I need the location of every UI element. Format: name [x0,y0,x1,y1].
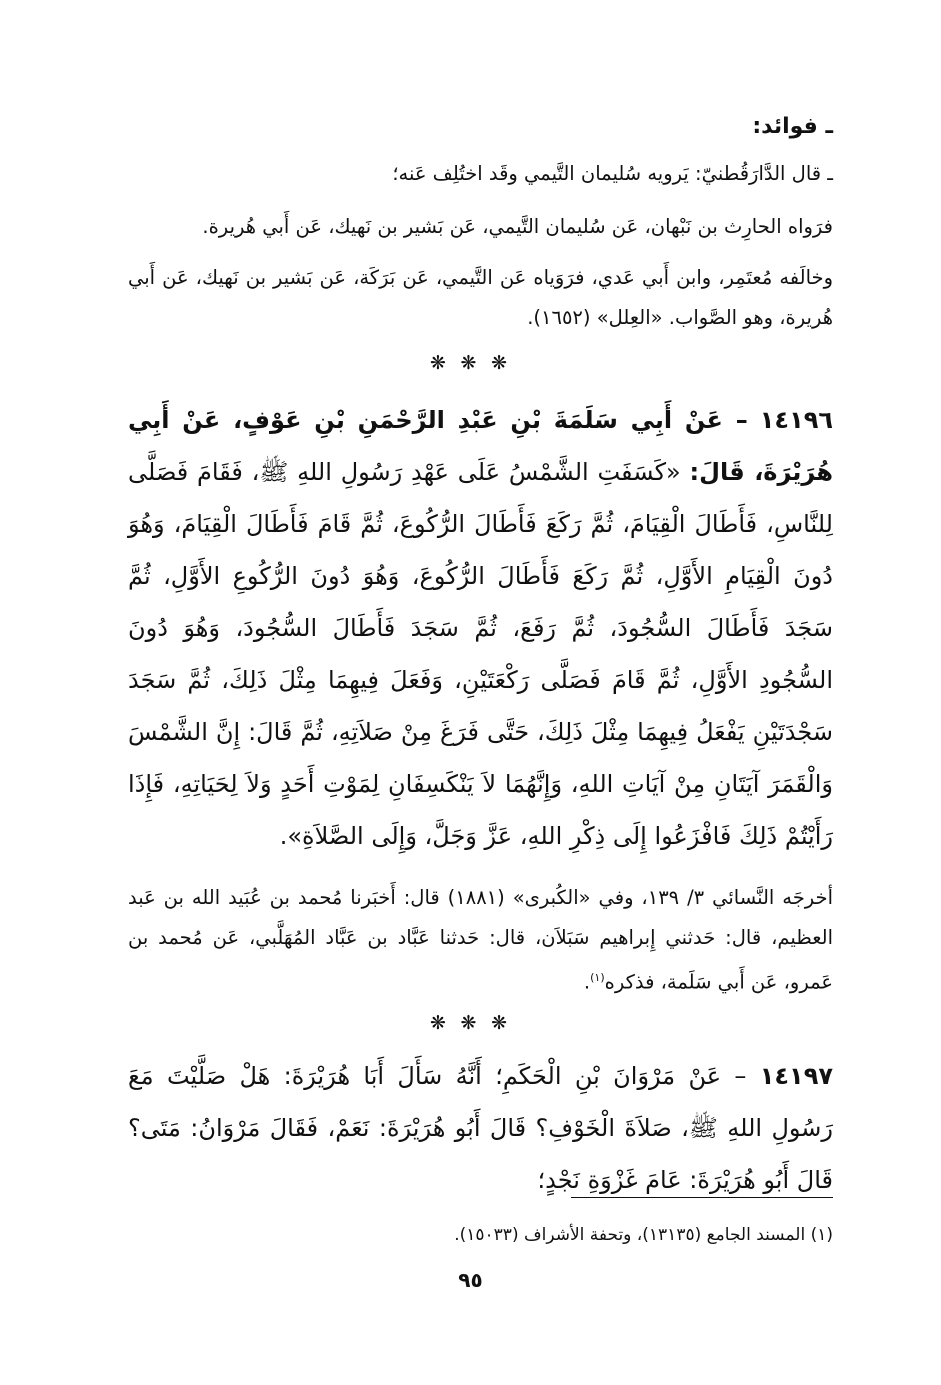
hadith-isnad: – عَنْ أَبِي سَلَمَةَ بْنِ عَبْدِ الرَّحْمَنِ بْنِ عَوْفٍ، عَنْ أَبِي هُرَيْرَةَ، قَالَ: [128,406,833,486]
footnote: (١) المسند الجامع (١٣١٣٥)، وتحفة الأشراف (١٥٠٣٣). [454,1225,833,1245]
page-number: ٩٥ [458,1268,483,1292]
takhrij-text: أخرجَه النَّسائي ٣/ ١٣٩، وفي «الكُبرى» (١٨٨١) قال: أَخبَرنا مُحمد بن عُبَيد الله بن عَبد العظيم، قال: حَدثني إِبراهيم سَبَلاَن، قال: حَدثنا عَبَّاد بن عَبَّاد المُهَلَّبي، عَن مُحمد بن عَمرو، عَن أَبي سَلَمة، فذكره [128,886,833,994]
footnote-divider [571,1197,833,1198]
fawaid-heading: ـ فوائد: [752,114,833,139]
hadith-text: – عَنْ مَرْوَانَ بْنِ الْحَكَمِ؛ أَنَّهُ سَأَلَ أَبَا هُرَيْرَةَ: هَلْ صَلَّيْتَ مَعَ رَسُولِ اللهِ ﷺ، صَلاَةَ الْخَوْفِ؟ قَالَ أَبُو هُرَيْرَةَ: نَعَمْ، فَقَالَ مَرْوَانُ: مَتَى؟ قَالَ أَبُو هُرَيْرَةَ: عَامَ غَزْوَةِ نَجْدٍ؛ [128,1062,833,1194]
narration-paragraph-1: فرَواه الحارِث بن نَبْهان، عَن سُليمان التَّيمي، عَن بَشير بن نَهيك، عَن أَبي هُريرة. [202,215,833,238]
separator-stars-2: ❋ ❋ ❋ [430,1012,511,1034]
footnote-ref[interactable]: (١) [590,971,605,984]
narration-paragraph-2: وخالَفه مُعتَمِر، وابن أَبي عَدي، فرَوَياه عَن التَّيمي، عَن بَرَكَة، عَن بَشير بن نَهيك، عَن أَبي هُريرة، وهو الصَّواب. «العِلل» (١٦٥٢). [128,266,833,329]
daraqutni-quote: ـ قال الدَّارَقُطنيّ: يَرويه سُليمان التَّيمي وقَد اختُلِف عَنه؛ [392,162,833,185]
takhrij-end: . [583,970,591,994]
takhrij-paragraph [128,878,833,1003]
separator-stars-1: ❋ ❋ ❋ [430,352,511,374]
hadith-number: ١٤١٩٧ [759,1062,833,1090]
hadith-14197 [128,1050,833,1206]
hadith-matn: «كَسَفَتِ الشَّمْسُ عَلَى عَهْدِ رَسُولِ اللهِ ﷺ، فَقَامَ فَصَلَّى لِلنَّاسِ، فَأَطَالَ الْقِيَامَ، ثُمَّ رَكَعَ فَأَطَالَ الرُّكُوعَ، ثُمَّ قَامَ فَأَطَالَ الْقِيَامَ، وَهُوَ دُونَ الْقِيَامِ الأَوَّلِ، ثُمَّ رَكَعَ فَأَطَالَ الرُّكُوعَ، وَهُوَ دُونَ الرُّكُوعِ الأَوَّلِ، ثُمَّ سَجَدَ فَأَطَالَ السُّجُودَ، ثُمَّ رَفَعَ، ثُمَّ سَجَدَ فَأَطَالَ السُّجُودَ، وَهُوَ دُونَ السُّجُودِ الأَوَّلِ، ثُمَّ قَامَ فَصَلَّى رَكْعَتَيْنِ، وَفَعَلَ فِيهِمَا مِثْلَ ذَلِكَ، ثُمَّ سَجَدَ سَجْدَتَيْنِ يَفْعَلُ فِيهِمَا مِثْلَ ذَلِكَ، حَتَّى فَرَغَ مِنْ صَلاَتِهِ، ثُمَّ قَالَ: إِنَّ الشَّمْسَ وَالْقَمَرَ آيَتَانِ مِنْ آيَاتِ اللهِ، وَإِنَّهُمَا لاَ يَنْكَسِفَانِ لِمَوْتِ أَحَدٍ وَلاَ لِحَيَاتِهِ، فَإِذَا رَأَيْتُمْ ذَلِكَ فَافْزَعُوا إِلَى ذِكْرِ اللهِ، عَزَّ وَجَلَّ، وَإِلَى الصَّلاَةِ». [128,458,833,850]
hadith-14196 [128,394,833,862]
hadith-number: ١٤١٩٦ [759,406,834,434]
